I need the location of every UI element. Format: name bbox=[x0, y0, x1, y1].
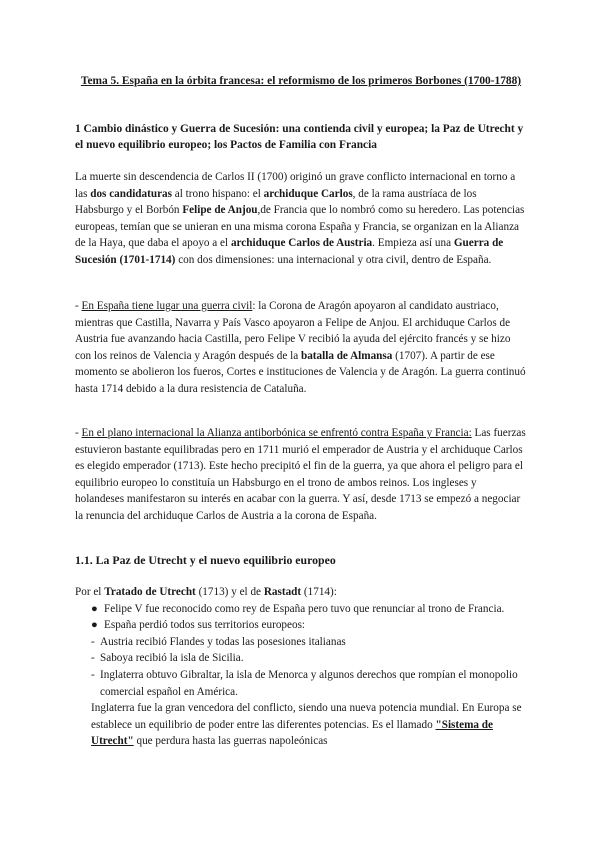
text-run: ,de Francia que lo nombró como su heredero. Las potencias europeas, temían que se unieran en una misma corona España y Francia, se organizan en la Alianza de la Haya, que daba el apoyo a el bbox=[75, 204, 525, 250]
paragraph-text bbox=[75, 425, 527, 525]
dash-mark: - bbox=[91, 635, 95, 648]
underlined-term: En España tiene lugar una guerra civil bbox=[81, 300, 253, 312]
bold-term: batalla de Almansa bbox=[300, 349, 393, 362]
dash-list bbox=[75, 634, 527, 700]
dash-mark: - bbox=[91, 652, 95, 665]
dash-mark: - bbox=[75, 300, 82, 312]
text-run: , de la rama austríaca de los Habsburgo y el Borbón bbox=[75, 187, 477, 217]
bullet-list bbox=[75, 601, 527, 634]
dash-mark: - bbox=[75, 427, 82, 439]
bold-term: archiduque Carlos bbox=[263, 187, 353, 200]
bold-underlined-term: "Sistema de Utrecht" bbox=[91, 718, 493, 748]
text-run: con dos dimensiones: una internacional y otra civil, dentro de España. bbox=[175, 253, 492, 266]
page-title: Tema 5. España en la órbita francesa: el reformismo de los primeros Borbones (1700-1788) bbox=[80, 75, 522, 87]
intro-line bbox=[75, 584, 527, 601]
text-run: al trono hispano: el bbox=[172, 187, 264, 200]
section-1-paragraph-3 bbox=[75, 425, 527, 525]
bold-term: Rastadt bbox=[263, 586, 302, 598]
bold-term: Guerra de Sucesión (1701-1714) bbox=[75, 237, 504, 266]
list-item bbox=[75, 634, 527, 651]
section-1-1-content bbox=[75, 584, 527, 750]
section-1-paragraph-1 bbox=[75, 169, 527, 269]
paragraph-text bbox=[75, 169, 527, 269]
text-run: . Empieza así una bbox=[372, 237, 454, 250]
text-run: que perdura hasta las guerras napoleónicas bbox=[133, 735, 328, 748]
list-item-text: Inglaterra obtuvo Gibraltar, la isla de Menorca y algunos derechos que rompían el monopolio comercial español en América. bbox=[100, 668, 518, 698]
bullet-icon: ● bbox=[91, 602, 98, 615]
dash-mark: - bbox=[91, 668, 95, 681]
section-1-1-heading: 1.1. La Paz de Utrecht y el nuevo equilibrio europeo bbox=[75, 553, 336, 567]
bold-term: Tratado de Utrecht bbox=[104, 586, 196, 598]
list-item-text: Felipe V fue reconocido como rey de España pero tuvo que renunciar al trono de Francia. bbox=[104, 602, 505, 615]
list-item bbox=[75, 667, 527, 700]
list-item-text: Saboya recibió la isla de Sicilia. bbox=[100, 652, 244, 665]
text-run: (1714): bbox=[301, 586, 337, 598]
underlined-term: En el plano internacional la Alianza antiborbónica se enfrentó contra España y Francia: bbox=[81, 427, 472, 439]
text-run: La muerte sin descendencia de Carlos II (1700) originó un grave conflicto internacional en torno a las bbox=[75, 171, 516, 200]
bullet-icon: ● bbox=[91, 619, 98, 632]
text-run: Las fuerzas estuvieron bastante equilibradas pero en 1711 murió el emperador de Austria y el archiduque Carlos es elegido emperador (1713). Este hecho precipitó el fin de la guerra, ya que ahora el peligro para el equilibrio europeo lo constituía un Habsburgo en el trono de ambos reinos. Los ingleses y holandeses manifestaron su interés en acabar con la guerra. Y así, desde 1713 se empezó a negociar la renuncia del archiduque Carlos de Austria a la corona de España. bbox=[75, 427, 526, 522]
text-run: (1707). A partir de ese momento se abolieron los fueros, Cortes e instituciones de Valencia y de Aragón. La guerra continuó hasta 1714 debido a la dura resistencia de Cataluña. bbox=[75, 349, 526, 395]
list-item-text: España perdió todos sus territorios europeos: bbox=[104, 619, 306, 632]
text-run: Inglaterra fue la gran vencedora del conflicto, siendo una nueva potencia mundial. En Europa se establece un equilibrio de poder entre las diferentes potencias. Es el llamado bbox=[91, 702, 522, 731]
paragraph-text bbox=[75, 298, 527, 398]
list-item bbox=[75, 617, 527, 634]
list-item bbox=[75, 650, 527, 667]
list-item bbox=[75, 601, 527, 618]
text-run: (1713) y el de bbox=[195, 586, 264, 598]
section-1-paragraph-2 bbox=[75, 298, 527, 398]
bold-term: archiduque Carlos de Austria bbox=[230, 237, 373, 250]
text-run: : la Corona de Aragón apoyaron al candidato austriaco, mientras que Castilla, Navarra y País Vasco apoyaron a Felipe de Anjou. El archiduque Carlos de Austria fue avanzando hacia Castilla, pero Felipe V recibió la ayuda del ejército francés y se hizo con los reinos de Valencia y Aragón después de la bbox=[75, 300, 511, 362]
list-item-text: Austria recibió Flandes y todas las posesiones italianas bbox=[100, 635, 346, 648]
bold-term: dos candidaturas bbox=[90, 187, 172, 200]
section-1-heading: 1 Cambio dinástico y Guerra de Sucesión: una contienda civil y europea; la Paz de Utrecht y el nuevo equilibrio europeo; los Pactos de Familia con Francia bbox=[75, 123, 524, 151]
closing-paragraph bbox=[75, 700, 527, 750]
text-run: Por el bbox=[75, 586, 105, 598]
bold-term: Felipe de Anjou bbox=[182, 204, 258, 217]
